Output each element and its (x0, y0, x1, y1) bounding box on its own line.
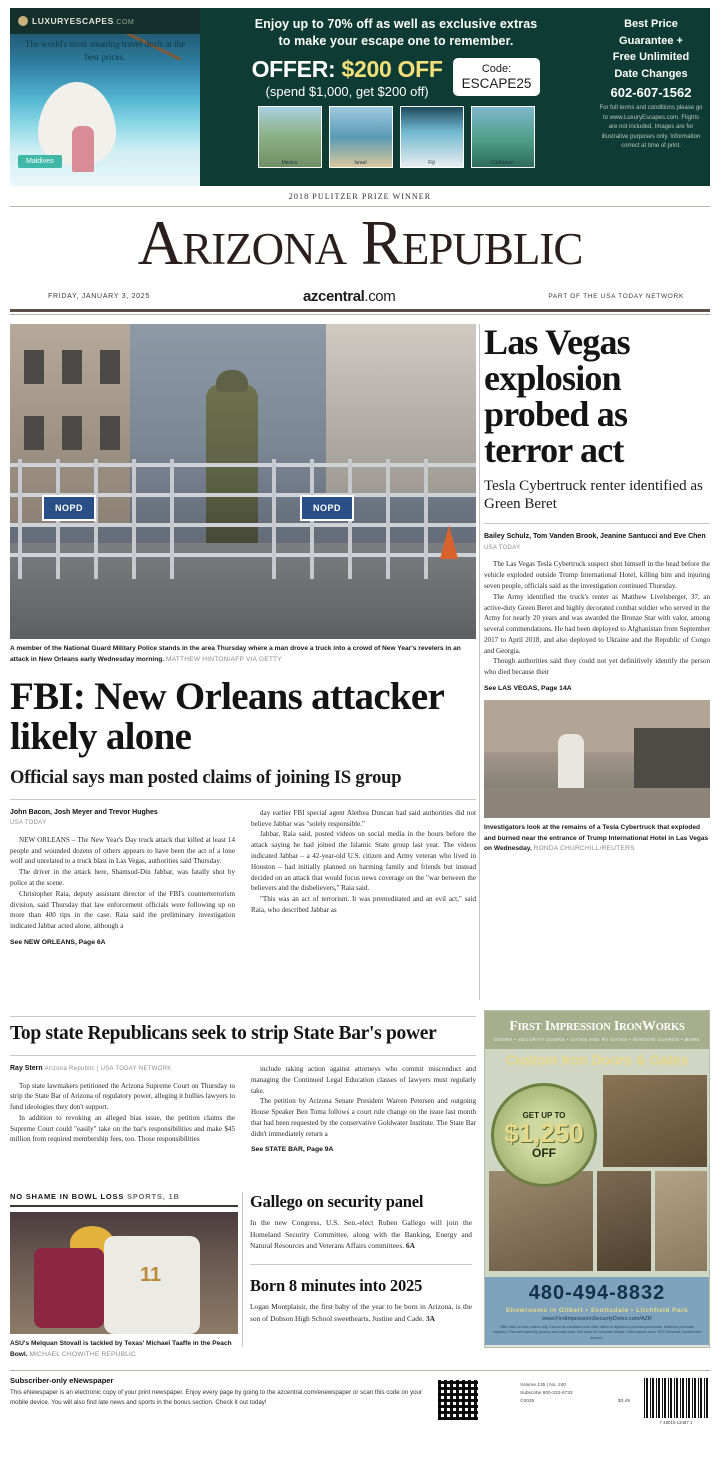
ad-brand-header (485, 1011, 709, 1049)
promo-code-box (453, 58, 541, 96)
network-label: PART OF THE USA TODAY NETWORK (548, 293, 684, 300)
teaser-rule (10, 1205, 238, 1207)
badge-off-text: OFF (532, 1145, 556, 1160)
footer-heading: Subscriber-only eNewspaper (10, 1376, 114, 1385)
teaser-page-baby: 3A (425, 1313, 435, 1323)
ad-left-panel (10, 8, 200, 186)
body-paragraph: Though authorities said they could not yet definitively identify the person who died because their (484, 657, 710, 677)
ad-right-panel (592, 8, 710, 186)
body-paragraph: In addition to revoking an alleged bias issue, the petition claims the Supreme Court could "easily" take on the bar's responsibilities and make $45 million from required membership fees, too. Those responsibilities (10, 1113, 235, 1144)
masthead-top-rule (10, 206, 710, 207)
right-column (484, 324, 710, 855)
brand-letter-f: F (509, 1018, 518, 1034)
pulitzer-award-line: 2018 PULITZER PRIZE WINNER (288, 192, 432, 201)
body-paragraph: Jabbar, Raia said, posted videos on social media in the hours before the attack saying he had joined the Islamic State group last year. The videos indicated Jabbar – a 42-year-old U.S. citizen and Army veteran who lived in Houston – had initially planned on harming family and friends but instead decided on an attack that would focus news coverage on the "war between the believers and the disbelievers," Raia said. (251, 830, 476, 893)
teaser-divider (242, 1192, 243, 1347)
ad-image-area (485, 1071, 709, 1277)
lead-story-photo (10, 324, 476, 639)
teaser-headline-gallego[interactable]: Gallego on security panel (250, 1192, 424, 1211)
brand-letter-i2: I (613, 1018, 620, 1034)
vegas-body (484, 553, 710, 678)
ad-fineprint: For full terms and conditions please go to www.LuxuryEscapes.com. Flights are not included. Images are for illustrative purposes only. Information correct at time of print. (599, 105, 703, 150)
ad-thumbnail[interactable] (400, 106, 464, 168)
sports-teaser[interactable] (10, 1192, 238, 1360)
vegas-byline: Bailey Schulz, Tom Vanden Brook, Jeanine Santucci and Eve Chen USA TODAY (484, 533, 706, 551)
qr-code-icon[interactable] (436, 1378, 480, 1422)
ad-door-photo (597, 1171, 651, 1271)
offer-subtext: (spend $1,000, get $200 off) (265, 83, 429, 99)
ad-guarantee-line1: Best Price (624, 18, 678, 30)
ironworks-advertisement[interactable] (484, 1010, 710, 1348)
sports-photo (10, 1212, 238, 1334)
photo-credit: RONDA CHURCHILL/REUTERS (533, 845, 635, 853)
state-bar-byline: Ray Stern Arizona Republic | USA TODAY NETWORK (10, 1065, 172, 1072)
police-sign-icon: NOPD (300, 495, 354, 521)
teaser-page-gallego: 6A (405, 1241, 415, 1251)
brand-letter-w: W (641, 1018, 656, 1034)
lead-deck: Official says man posted claims of joining IS group (10, 767, 402, 788)
brand-orks: ORKS (655, 1021, 685, 1033)
lead-body-col2 (251, 808, 476, 916)
ad-badges-row (485, 1345, 709, 1348)
vegas-photo-caption: Investigators look at the remains of a Tesla Cybertruck that exploded and burned near the entrance of Trump International Hotel in Las Vegas on Wednesday. RONDA CHURCHILL/REUTERS (484, 823, 709, 853)
thumbnail-label: Fiji (428, 159, 435, 166)
offer-prefix: OFFER: (251, 55, 336, 82)
barcode-number: 7 48019 13487 1 (659, 1420, 693, 1425)
footer-promo (10, 1376, 430, 1409)
promo-code-label: Code: (481, 63, 512, 76)
body-paragraph: "This was an act of terrorism. It was premeditated and an evil act," said Raia, who described Jabbar as (251, 895, 476, 914)
state-bar-jumpline[interactable]: See STATE BAR, Page 9A (251, 1146, 334, 1154)
body-paragraph: Top state lawmakers petitioned the Arizona Supreme Court on Thursday to strip the State Bar of Arizona of regulatory power, alleging it bullies lawyers to fund ideologies they don't support. (10, 1081, 235, 1112)
volume-info (520, 1382, 630, 1406)
brand-irst: IRST (517, 1021, 542, 1033)
body-paragraph: day earlier FBI special agent Alethea Duncan had said authorities did not believe Jabbar was "solely responsible." (251, 808, 476, 828)
publication-date: FRIDAY, JANUARY 3, 2025 (48, 293, 150, 300)
footer-body: This eNewspaper is an electronic copy of your print newspaper. Enjoy every page by going to the azcentral.com/enewspaper or scan this code on your mobile device. You will also find late news and sports in the bonus section. Check it out today! (10, 1389, 423, 1407)
section-rule (10, 1016, 476, 1017)
ad-guarantee-line4: Date Changes (614, 67, 688, 80)
thumbnail-label: Mexico (281, 159, 298, 166)
lead-jumpline[interactable]: See NEW ORLEANS, Page 6A (10, 938, 106, 946)
lead-headline[interactable]: FBI: New Orleans attacker likely alone (10, 675, 444, 759)
ad-product-tagline: Custom Iron Doors & Gates (505, 1053, 689, 1069)
masthead-title-epublic: EPUBLIC (401, 224, 583, 274)
ad-brand-subtitle: DOORS • SECURITY DOORS • GATES AND RV GATES • WINDOW GUARDS • MORE (493, 1036, 701, 1042)
photo-traffic-cone (440, 525, 458, 559)
vegas-deck: Tesla Cybertruck renter identified as Green Beret (484, 478, 703, 512)
vegas-story-photo (484, 700, 710, 818)
ad-headline-line1: Enjoy up to 70% off as well as exclusive extras (254, 17, 538, 31)
subscribe-line: Subscribe 800-332-6733 (520, 1391, 573, 1397)
ad-thumbnail-row (258, 106, 535, 168)
ad-locations: Showrooms in Gilbert • Scottsdale • Litchfield Park (505, 1307, 689, 1314)
sports-teaser-section: SPORTS, 1B (127, 1192, 180, 1201)
website-url[interactable]: azcentral.com (302, 288, 396, 305)
luxury-escapes-logo (10, 8, 200, 34)
thumbnail-label: Caribbean (490, 159, 515, 166)
state-bar-headline[interactable]: Top state Republicans seek to strip State Bar's power (10, 1023, 437, 1044)
photo-soldier-helmet (216, 370, 248, 392)
teaser-body-baby: Logan Montplaisir, the first baby of the year to be born in Arizona, is the son of Dobson High School sweethearts, Justine and Cade. 3A (250, 1302, 472, 1323)
photo-ground (484, 788, 710, 818)
masthead-thick-rule (10, 309, 710, 312)
teaser-body-gallego: In the new Congress, U.S. Sen.-elect Ruben Gallego will join the Homeland Security Committee, along with the Banking, Energy and Natural Resources and Veterans Affairs committees. 6A (250, 1218, 472, 1251)
state-bar-body-col1 (10, 1075, 235, 1146)
badge-top-text: GET UP TO (522, 1110, 566, 1120)
masthead-title-a: A (137, 208, 183, 278)
body-paragraph: Christopher Raia, deputy assistant director of the FBI's counterterrorism division, said Thursday that law enforcement officials were following up on more than 400 tips in the case. Raia said the preliminary investigation indicated Jabbar acted alone, although a (10, 889, 235, 931)
thumbnail-label: Israel (354, 159, 367, 166)
ad-legal-text: Offer valid on new orders only. Cannot be combined with other offers or applied to previous purchases. Minimum purchase required. Discount varies by product and order total. See store for complete details. Offer expires soon. ROC licensed, bonded and insured. (493, 1325, 701, 1340)
body-paragraph: The driver in the attack here, Shamsud-Din Jabbar, was fatally shot by police at the scene. (10, 868, 235, 887)
column-divider (479, 324, 480, 1000)
vegas-headline[interactable]: Las Vegas explosion probed as terror act (484, 322, 630, 470)
hairline-rule (10, 1055, 476, 1056)
promo-code-value: ESCAPE25 (461, 75, 532, 91)
state-bar-section (10, 1008, 476, 1153)
ad-guarantee-line2: Guarantee + (619, 34, 683, 47)
masthead-thin-rule (10, 314, 710, 315)
body-paragraph: include taking action against attorneys who commit misconduct and managing the Continued Legal Education classes of lawyers must regularly take. (251, 1065, 476, 1095)
photo-jersey-number: 11 (140, 1264, 162, 1286)
ad-thumbnail[interactable] (471, 106, 535, 168)
photo-credit: MATTHEW HINTON/AFP VIA GETTY (166, 655, 282, 663)
photo-dark-area (634, 728, 710, 794)
ad-tagline: The world's most amazing travel deals at the best prices. (24, 39, 186, 63)
destination-pill: Maldives (18, 155, 62, 168)
sports-photo-caption: ASU's Melquan Stovall is tackled by Texas' Michael Taaffe in the Peach Bowl. MICHAEL CHOW/THE REPUBLIC (10, 1340, 232, 1358)
offer-amount: $200 OFF (341, 55, 443, 82)
logo-dot-icon (18, 16, 28, 26)
beach-figure-shape (72, 126, 94, 172)
hairline-rule (10, 799, 476, 800)
teaser-headline-baby[interactable]: Born 8 minutes into 2025 (250, 1276, 423, 1296)
body-paragraph: The petition by Arizona Senate President Warren Petersen and outgoing House Speaker Ben Toma follows a court rule change on the issue last month that had been requested by the conservative Goldwater Institute. The State Bar didn't immediately return a (251, 1097, 476, 1138)
ad-headline-line2: to make your escape one to remember. (278, 33, 514, 48)
sports-teaser-label: NO SHAME IN BOWL LOSS (10, 1192, 125, 1201)
copyright-line: ©2025 (520, 1399, 535, 1405)
ad-phone-number[interactable]: 480-494-8832 (528, 1282, 666, 1304)
ad-thumbnail[interactable] (329, 106, 393, 168)
body-paragraph: NEW ORLEANS – The New Year's Day truck attack that killed at least 14 people and wounded dozens of others appears to have been the act of a lone wolf and unrelated to a truck blast in Las Vegas, authorities said Thursday. (10, 835, 235, 866)
masthead-title-r: R (360, 208, 402, 278)
photo-credit: MICHAEL CHOW/THE REPUBLIC (29, 1350, 137, 1358)
ad-center-panel (200, 8, 592, 186)
masthead-flag (0, 208, 720, 278)
ad-brand-suffix: .COM (113, 18, 135, 26)
badge-amount: $1,250 (504, 1117, 584, 1148)
ad-entry-photo (655, 1171, 707, 1271)
body-paragraph: The Army identified the truck's renter as Matthew Livelsberger, 37, an active-duty Green Beret and highly decorated combat soldier who served in the Army for nearly 20 years and was awarded the Bronze Star with valor, among several commendations. He had been deployed to Afghanistan from September 2017 to April 2018, and also deployed to Ukraine and the Republic of Congo and Georgia. (484, 592, 710, 655)
vegas-jumpline[interactable]: See LAS VEGAS, Page 14A (484, 684, 572, 692)
lead-photo-caption: A member of the National Guard Military Police stands in the area Thursday where a man drove a truck into a crowd of New Year's revelers in an attack in New Orleans early Wednesday morning. MATTHEW HINTON/AFP VIA GETTY (10, 645, 461, 663)
newsstand-price: $3.49 (617, 1399, 630, 1405)
ad-door-photo (603, 1075, 707, 1167)
ad-thumbnail[interactable] (258, 106, 322, 168)
masthead-title-rizona: RIZONA (182, 224, 347, 274)
photo-asu-player (34, 1248, 104, 1328)
police-sign-icon: NOPD (42, 495, 96, 521)
footer-rule (10, 1370, 710, 1371)
ad-brand-name: LUXURYESCAPES (32, 16, 114, 26)
brand-letter-i: I (544, 1018, 550, 1034)
ad-discount-badge (491, 1083, 597, 1187)
top-advertisement[interactable] (10, 8, 710, 186)
hairline-rule (484, 523, 710, 524)
left-column (10, 324, 476, 946)
ad-contact-bar (485, 1277, 709, 1345)
state-bar-body-col2 (251, 1064, 476, 1139)
volume-number: Volume 135 | No. 240 (520, 1383, 567, 1388)
body-paragraph: The Las Vegas Tesla Cybertruck suspect shot himself in the head before the vehicle exploded outside Trump International Hotel, killing him and injuring seven people, officials said as the investigation continued Thursday. (484, 560, 710, 590)
teaser-column (250, 1192, 472, 1324)
brand-ron: RON (619, 1021, 642, 1033)
ad-website[interactable]: www.FirstImpressionSecurityDoors.com/AZR (542, 1316, 652, 1322)
lead-byline: John Bacon, Josh Meyer and Trevor Hughes USA TODAY (10, 808, 158, 827)
teaser-rule (250, 1264, 472, 1265)
masthead-info-bar (10, 288, 710, 305)
lead-body-col1 (10, 829, 235, 932)
brand-mpression: MPRESSION (549, 1021, 611, 1033)
barcode-icon (644, 1378, 708, 1418)
ad-phone-number[interactable]: 602-607-1562 (610, 85, 692, 100)
ad-guarantee-line3: Free Unlimited (612, 51, 690, 63)
